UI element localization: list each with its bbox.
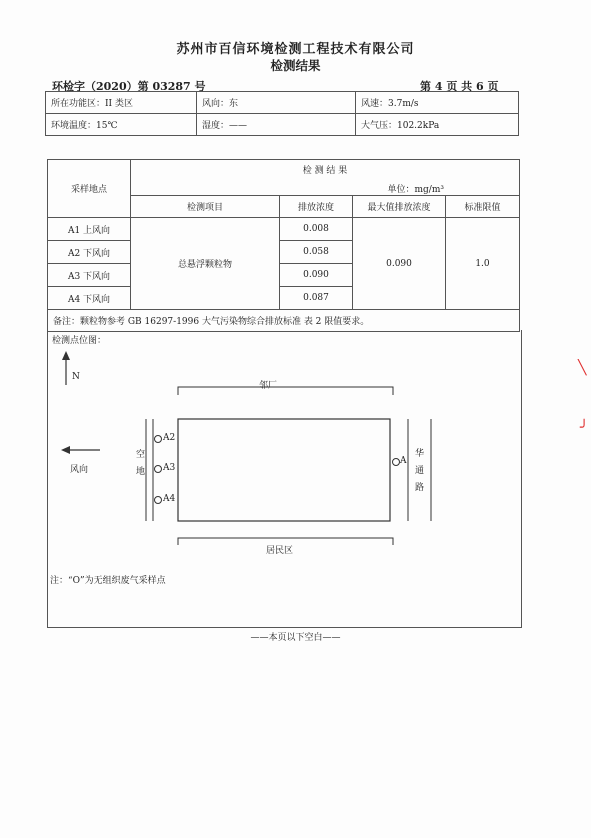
north-label: N	[72, 372, 80, 382]
point-a4-label: A4	[163, 494, 176, 504]
bottom-label: 居民区	[266, 546, 294, 556]
remark-cell: 备注：颗粒物参考 GB 16297-1996 大气污染物综合排放标准 表 2 限值要求。	[48, 310, 520, 332]
conc-a2: 0.058	[280, 241, 353, 264]
point-a4-icon	[155, 497, 162, 504]
point-a2-icon	[155, 436, 162, 443]
road-label-1: 华	[415, 449, 425, 459]
results-table	[47, 159, 520, 332]
site-a2: A2 下风向	[48, 241, 131, 264]
point-a3-icon	[155, 466, 162, 473]
wind-direction-cell: 风向：东	[197, 92, 356, 114]
road-label-2: 通	[415, 466, 425, 476]
red-stamp-mark-1: ╲	[578, 360, 587, 376]
results-header	[131, 160, 520, 196]
max-header: 最大值排放浓度	[353, 196, 446, 218]
plant-boundary	[178, 419, 390, 521]
left-label-2: 地	[136, 467, 146, 477]
wind-speed-cell: 风速：3.7m/s	[356, 92, 519, 114]
diagram-note: 注：“O”为无组织废气采样点	[50, 576, 166, 586]
limit-cell: 1.0	[446, 218, 520, 310]
site-a4: A4 下风向	[48, 287, 131, 310]
site-header: 采样地点	[48, 160, 131, 218]
unit-label: 单位：mg/m³	[387, 185, 444, 195]
point-a2-label: A2	[163, 433, 176, 443]
report-number: 环检字（2020）第 03287 号	[52, 80, 206, 93]
point-a3-label: A3	[163, 463, 176, 473]
diagram-title: 检测点位图：	[52, 336, 107, 346]
footer-blank-note: ——本页以下空白——	[250, 633, 341, 643]
pressure-cell: 大气压：102.2kPa	[356, 114, 519, 136]
max-cell: 0.090	[353, 218, 446, 310]
zone-cell: 所在功能区：II 类区	[46, 92, 197, 114]
site-a3: A3 下风向	[48, 264, 131, 287]
conc-a4: 0.087	[280, 287, 353, 310]
temperature-cell: 环境温度：15℃	[46, 114, 197, 136]
humidity-cell: 湿度：——	[197, 114, 356, 136]
top-label: 邻厂	[259, 381, 278, 391]
wind-label: 风向	[70, 465, 89, 475]
top-bracket	[178, 387, 393, 395]
sampling-diagram	[47, 330, 522, 628]
red-stamp-mark-2: ╯	[580, 420, 589, 436]
limit-header: 标准限值	[446, 196, 520, 218]
conc-header: 排放浓度	[280, 196, 353, 218]
company-name: 苏州市百信环境检测工程技术有限公司	[176, 42, 415, 57]
item-header: 检测项目	[131, 196, 280, 218]
left-label-1: 空	[136, 450, 146, 460]
point-a1-icon	[393, 459, 400, 466]
site-a1: A1 上风向	[48, 218, 131, 241]
point-a1-label: A	[400, 456, 407, 466]
north-arrowhead-icon	[62, 351, 70, 360]
page-info: 第 4 页 共 6 页	[420, 80, 499, 93]
item-cell: 总悬浮颗粒物	[131, 218, 280, 310]
conc-a3: 0.090	[280, 264, 353, 287]
results-group-label: 检 测 结 果	[302, 166, 348, 176]
wind-arrowhead-icon	[61, 446, 70, 454]
document-title: 检测结果	[270, 58, 321, 73]
conc-a1: 0.008	[280, 218, 353, 241]
road-label-3: 路	[415, 483, 425, 493]
conditions-table	[45, 91, 519, 136]
